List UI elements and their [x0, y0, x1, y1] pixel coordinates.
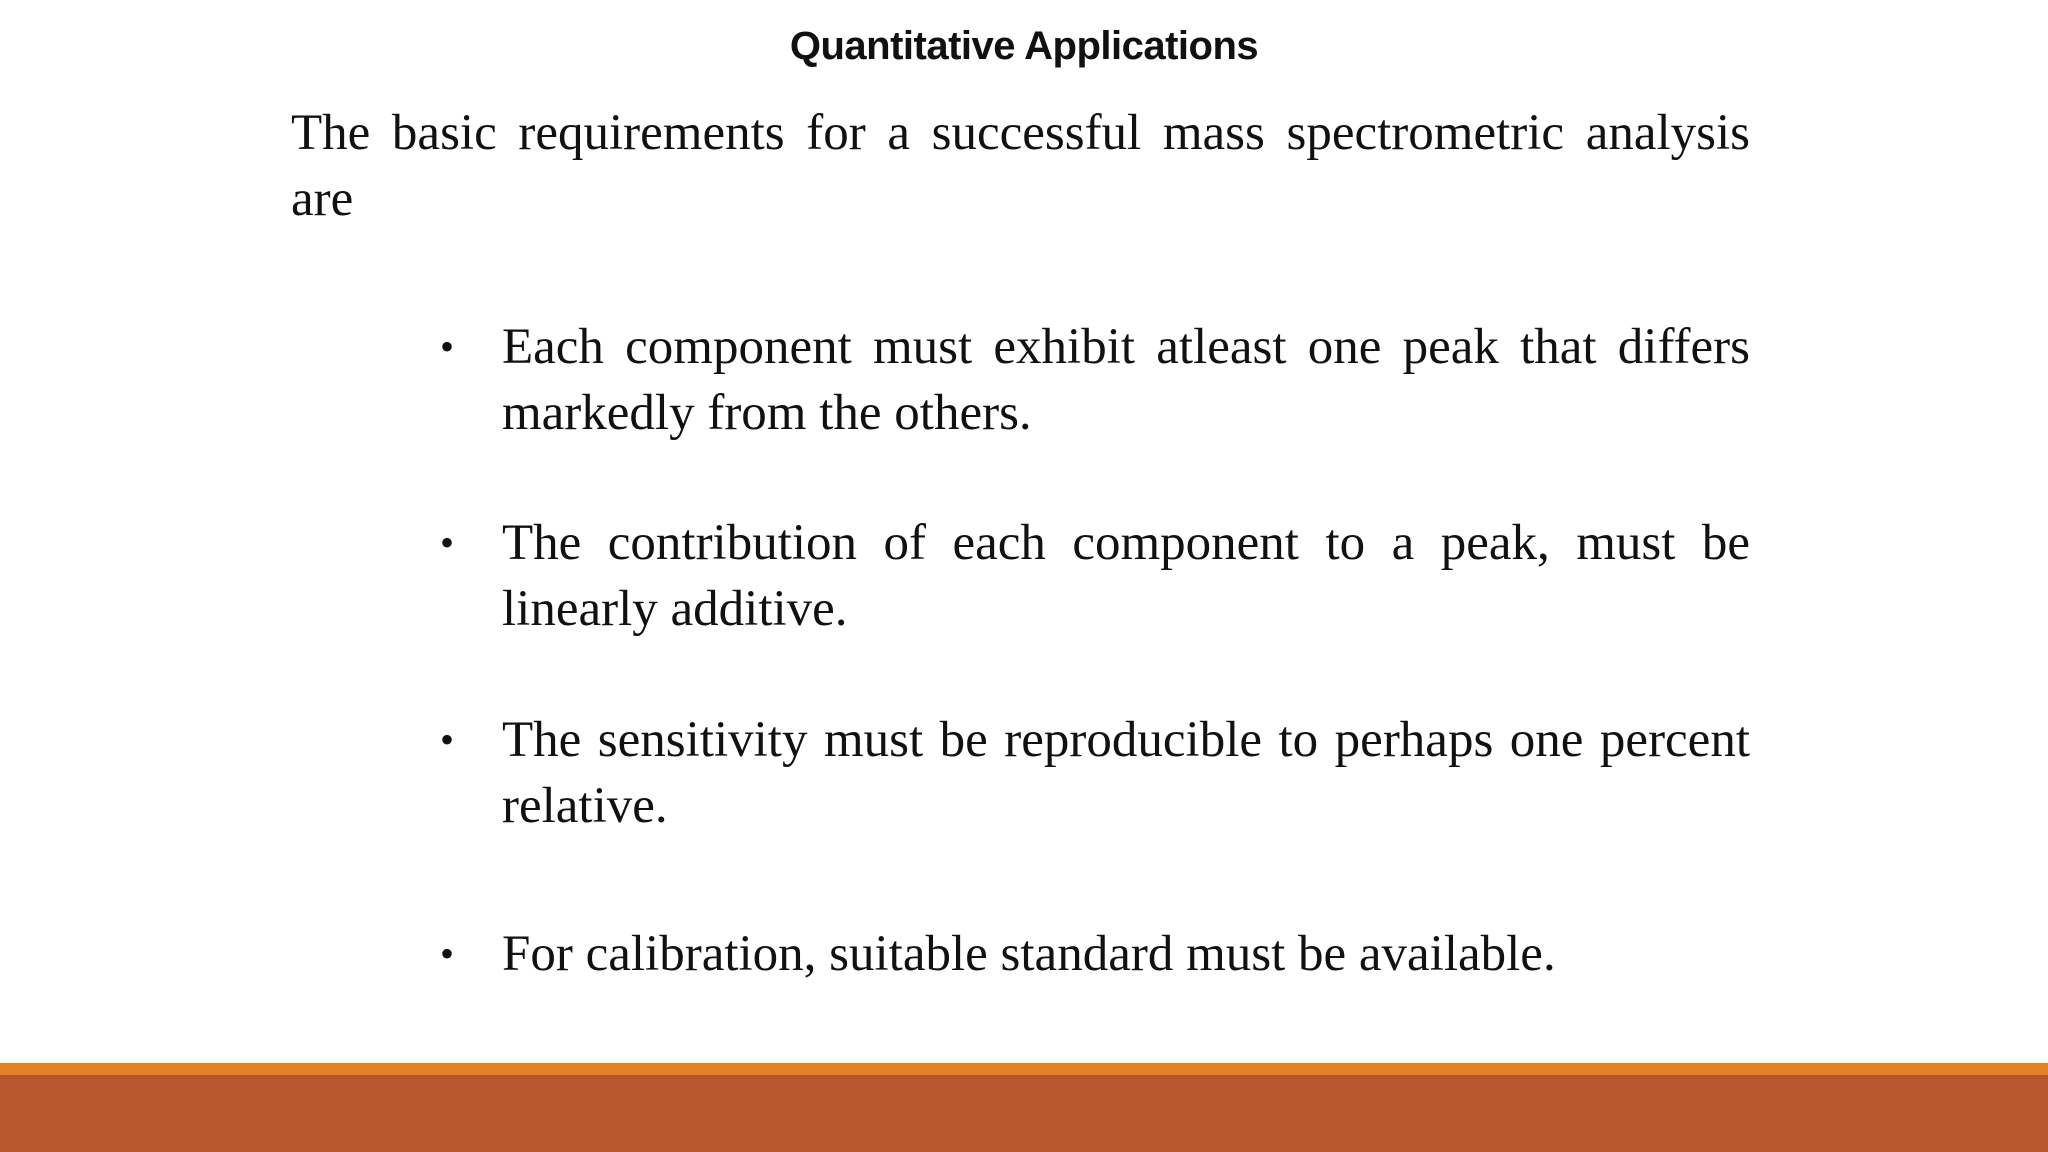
bullet-text: The contribution of each component to a peak, must be linearly additive. — [502, 515, 1750, 637]
bullet-icon: • — [440, 717, 455, 762]
bullet-icon: • — [440, 324, 455, 369]
bullet-text: For calibration, suitable standard must be available. — [502, 926, 1556, 982]
bullet-text: The sensitivity must be reproducible to perhaps one percent relative. — [502, 712, 1750, 834]
list-item — [440, 314, 1750, 446]
bullet-text: Each component must exhibit atleast one peak that differs markedly from the others. — [502, 319, 1750, 441]
list-item — [440, 707, 1750, 839]
footer-accent-stripe — [0, 1063, 2048, 1075]
bullet-icon: • — [440, 931, 455, 976]
list-item — [440, 921, 1750, 987]
slide-title: Quantitative Applications — [789, 24, 1259, 68]
list-item — [440, 510, 1750, 642]
bullet-icon: • — [440, 520, 455, 565]
footer-bar — [0, 1075, 2048, 1152]
intro-paragraph: The basic requirements for a successful mass spectrometric analysis are — [291, 105, 1750, 227]
